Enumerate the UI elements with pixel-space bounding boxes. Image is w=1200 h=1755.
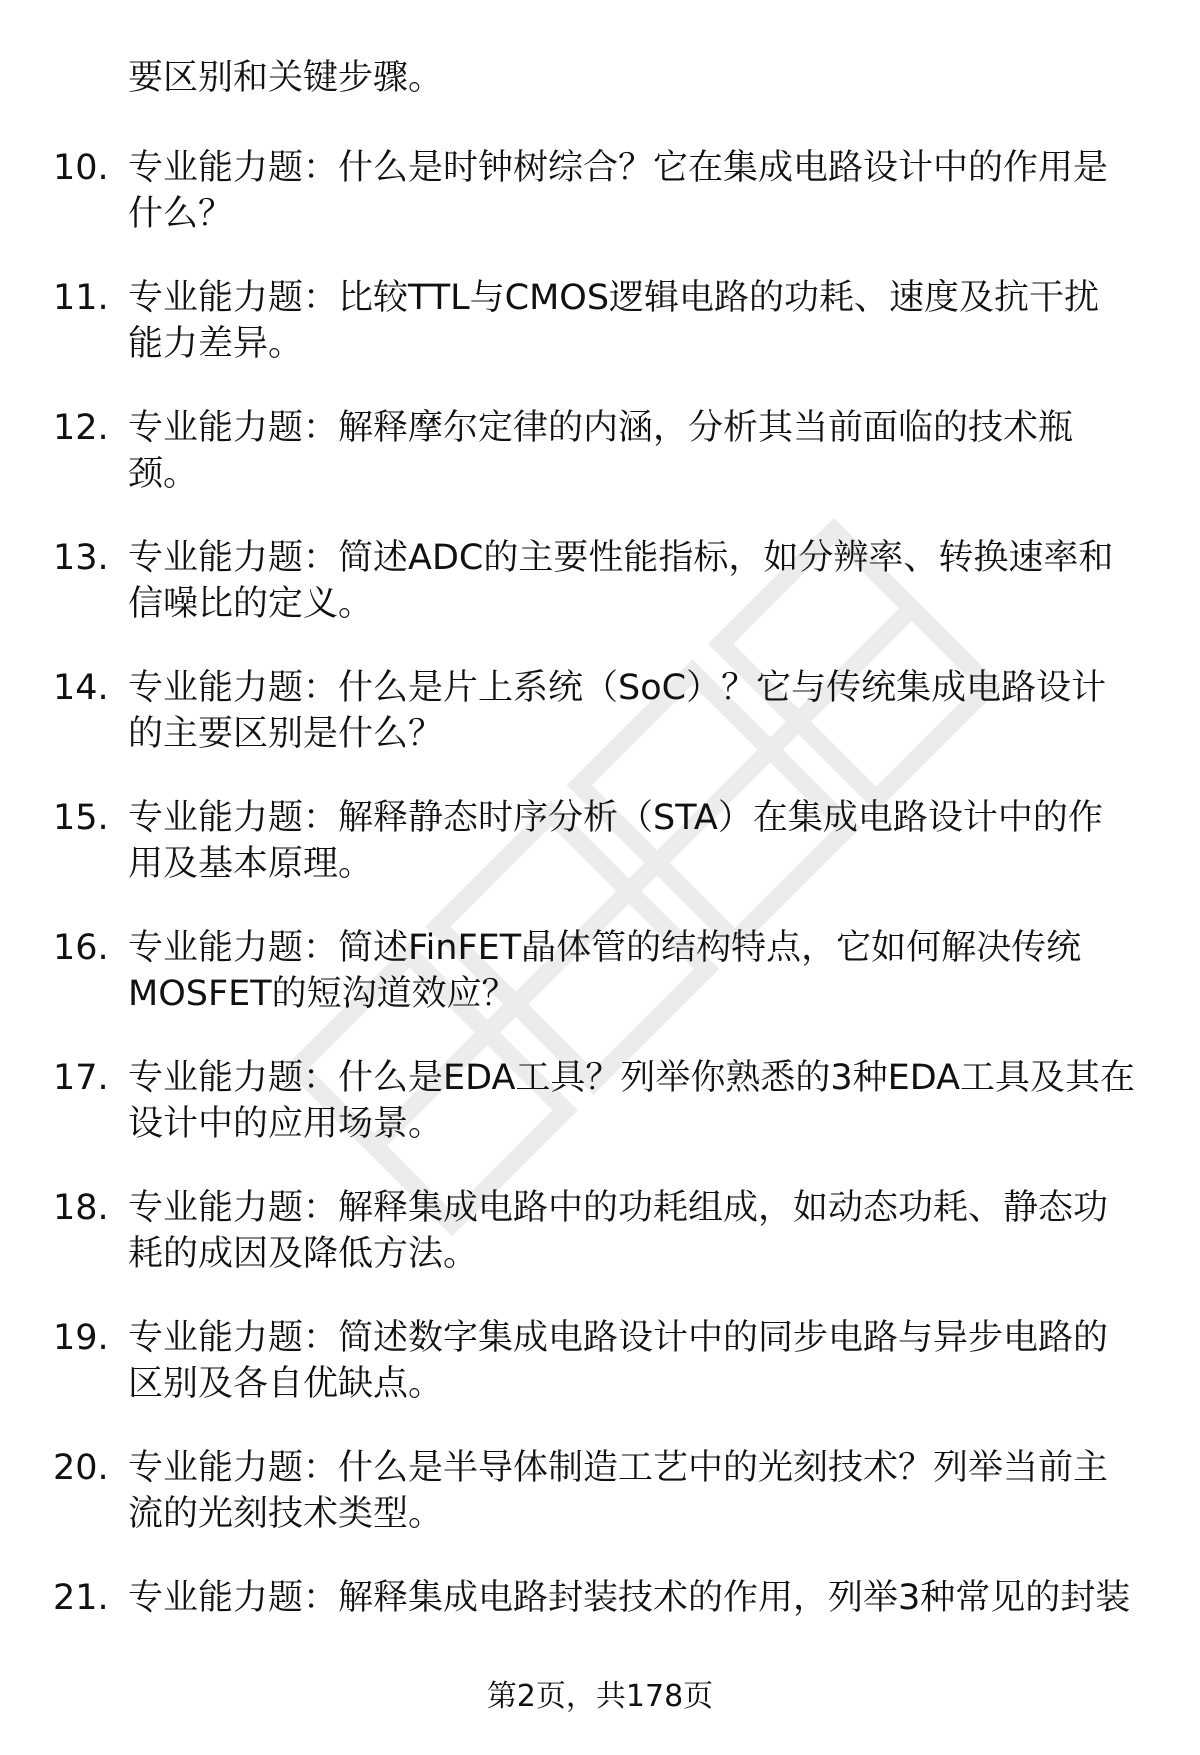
question-number: 17.	[53, 1058, 109, 1098]
question-line: 专业能力题：解释静态时序分析（STA）在集成电路设计中的作	[128, 798, 1103, 838]
list-item	[0, 1055, 1200, 1185]
question-number: 15.	[53, 798, 109, 838]
page-footer: 第2页，共178页	[486, 1679, 714, 1714]
list-item	[0, 535, 1200, 665]
question-number: 11.	[53, 278, 109, 318]
question-number: 20.	[53, 1448, 109, 1488]
question-line: 的主要区别是什么？	[128, 714, 444, 754]
question-line: 流的光刻技术类型。	[128, 1494, 444, 1534]
question-line: 设计中的应用场景。	[128, 1104, 444, 1144]
list-item	[0, 1315, 1200, 1445]
list-item	[0, 145, 1200, 275]
question-text	[128, 665, 1178, 757]
question-line: 信噪比的定义。	[128, 584, 374, 624]
question-text	[128, 1055, 1178, 1147]
question-line: 专业能力题：什么是片上系统（SoC）？它与传统集成电路设计	[128, 668, 1107, 708]
question-line: 颈。	[128, 454, 199, 494]
question-line: 专业能力题：简述ADC的主要性能指标，如分辨率、转换速率和	[128, 538, 1114, 578]
question-line: 专业能力题：简述FinFET晶体管的结构特点，它如何解决传统	[128, 928, 1082, 968]
question-line: 专业能力题：解释集成电路中的功耗组成，如动态功耗、静态功	[128, 1188, 1109, 1228]
list-item	[0, 275, 1200, 405]
question-line: 专业能力题：解释摩尔定律的内涵，分析其当前面临的技术瓶	[128, 408, 1074, 448]
question-text	[128, 1315, 1178, 1407]
question-text	[128, 1185, 1178, 1277]
question-line: 专业能力题：解释集成电路封装技术的作用，列举3种常见的封装	[128, 1578, 1131, 1618]
list-item	[0, 405, 1200, 535]
question-list	[0, 145, 1200, 1705]
question-line: 专业能力题：什么是时钟树综合？它在集成电路设计中的作用是	[128, 148, 1109, 188]
question-line: 能力差异。	[128, 324, 304, 364]
question-text	[128, 795, 1178, 887]
question-text	[128, 1445, 1178, 1537]
question-text	[128, 145, 1178, 237]
question-text	[128, 275, 1178, 367]
question-number: 18.	[53, 1188, 109, 1228]
question-line: 什么？	[128, 194, 234, 234]
question-number: 19.	[53, 1318, 109, 1358]
question-text	[128, 405, 1178, 497]
question-number: 21.	[53, 1578, 109, 1618]
list-item	[0, 795, 1200, 925]
question-number: 13.	[53, 538, 109, 578]
list-item	[0, 1185, 1200, 1315]
question-text	[128, 535, 1178, 627]
question-line: 专业能力题：什么是EDA工具？列举你熟悉的3种EDA工具及其在	[128, 1058, 1136, 1098]
question-line: 用及基本原理。	[128, 844, 374, 884]
question-line: 专业能力题：什么是半导体制造工艺中的光刻技术？列举当前主	[128, 1448, 1109, 1488]
question-line: 区别及各自优缺点。	[128, 1364, 444, 1404]
question-text	[128, 1575, 1178, 1621]
question-number: 10.	[53, 148, 109, 188]
question-line: MOSFET的短沟道效应？	[128, 974, 517, 1014]
list-item	[0, 665, 1200, 795]
question-line: 专业能力题：比较TTL与CMOS逻辑电路的功耗、速度及抗干扰	[128, 278, 1100, 318]
question-line: 专业能力题：简述数字集成电路设计中的同步电路与异步电路的	[128, 1318, 1109, 1358]
question-line: 耗的成因及降低方法。	[128, 1234, 479, 1274]
question-number: 12.	[53, 408, 109, 448]
question-text	[128, 925, 1178, 1017]
list-item	[0, 1445, 1200, 1575]
question-number: 16.	[53, 928, 109, 968]
continuation-line: 要区别和关键步骤。	[128, 58, 444, 98]
question-number: 14.	[53, 668, 109, 708]
list-item	[0, 925, 1200, 1055]
